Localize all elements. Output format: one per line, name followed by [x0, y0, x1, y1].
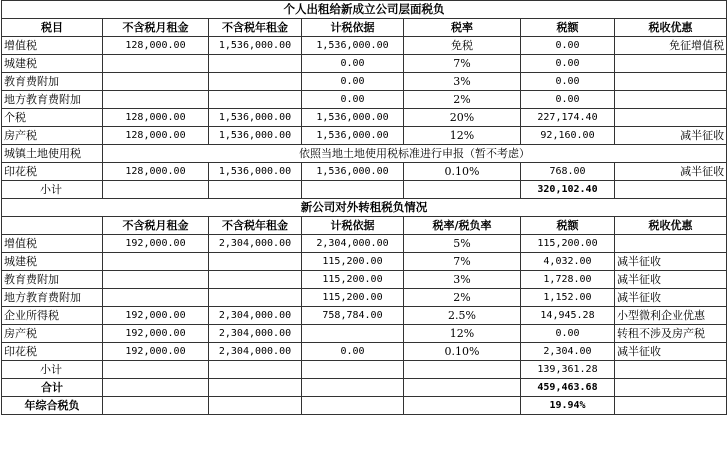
annual-rent-cell: 1,536,000.00 — [209, 127, 302, 145]
subtotal-value: 139,361.28 — [521, 361, 615, 379]
tax-item-cell: 印花税 — [2, 163, 103, 181]
tax-rate-header: 税率 — [404, 19, 521, 37]
tax-item-cell: 印花税 — [2, 343, 103, 361]
section-title: 个人出租给新成立公司层面税负 — [2, 1, 727, 19]
tax-incentive-cell: 减半征收 — [615, 271, 727, 289]
tax-rate-cell: 2% — [404, 91, 521, 109]
monthly-rent-cell: 192,000.00 — [103, 343, 209, 361]
tax-basis-header: 计税依据 — [302, 19, 404, 37]
tax-rate-cell: 0.10% — [404, 343, 521, 361]
tax-item-cell: 教育费附加 — [2, 271, 103, 289]
tax-rate-cell: 20% — [404, 109, 521, 127]
tax-incentive-cell — [615, 235, 727, 253]
monthly-rent-cell: 192,000.00 — [103, 235, 209, 253]
tax-basis-cell: 758,784.00 — [302, 307, 404, 325]
tax-basis-cell: 0.00 — [302, 91, 404, 109]
table-row — [2, 253, 727, 271]
tax-incentive-cell — [615, 109, 727, 127]
empty-cell — [404, 361, 521, 379]
tax-rate-cell: 5% — [404, 235, 521, 253]
tax-basis-cell: 1,536,000.00 — [302, 163, 404, 181]
annual-rent-header: 不含税年租金 — [209, 19, 302, 37]
tax-item-cell: 企业所得税 — [2, 307, 103, 325]
tax-amount-cell: 1,728.00 — [521, 271, 615, 289]
tax-item-cell: 教育费附加 — [2, 73, 103, 91]
subtotal-label: 小计 — [2, 361, 103, 379]
tax-amount-cell: 4,032.00 — [521, 253, 615, 271]
tax-item-cell: 城建税 — [2, 55, 103, 73]
annual-rent-cell: 1,536,000.00 — [209, 163, 302, 181]
empty-cell — [404, 397, 521, 415]
monthly-rent-header: 不含税月租金 — [103, 217, 209, 235]
tax-item-cell: 房产税 — [2, 127, 103, 145]
monthly-rent-cell: 128,000.00 — [103, 109, 209, 127]
tax-basis-cell: 115,200.00 — [302, 289, 404, 307]
tax-incentive-cell: 转租不涉及房产税 — [615, 325, 727, 343]
monthly-rent-cell — [103, 253, 209, 271]
monthly-rent-cell: 128,000.00 — [103, 163, 209, 181]
tax-rate-cell: 12% — [404, 325, 521, 343]
tax-rate-cell: 3% — [404, 73, 521, 91]
tax-basis-cell — [302, 325, 404, 343]
empty-cell — [302, 181, 404, 199]
monthly-rent-cell: 192,000.00 — [103, 307, 209, 325]
table-row — [2, 73, 727, 91]
tax-amount-cell: 227,174.40 — [521, 109, 615, 127]
tax-rate-cell: 2% — [404, 289, 521, 307]
tax-incentive-cell — [615, 73, 727, 91]
header-row — [2, 217, 727, 235]
tax-amount-cell: 0.00 — [521, 73, 615, 91]
annual-rate-value: 19.94% — [521, 397, 615, 415]
tax-rate-cell: 7% — [404, 55, 521, 73]
annual-rent-cell: 2,304,000.00 — [209, 235, 302, 253]
empty-cell — [615, 397, 727, 415]
tax-basis-cell: 115,200.00 — [302, 253, 404, 271]
tax-amount-cell: 0.00 — [521, 37, 615, 55]
table-row — [2, 325, 727, 343]
tax-incentive-cell: 减半征收 — [615, 343, 727, 361]
annual-rent-cell: 1,536,000.00 — [209, 37, 302, 55]
tax-incentive-cell: 减半征收 — [615, 163, 727, 181]
tax-basis-cell: 1,536,000.00 — [302, 109, 404, 127]
table-row — [2, 91, 727, 109]
tax-amount-cell: 768.00 — [521, 163, 615, 181]
tax-rate-cell: 免税 — [404, 37, 521, 55]
empty-cell — [103, 379, 209, 397]
tax-incentive-header: 税收优惠 — [615, 217, 727, 235]
empty-cell — [404, 181, 521, 199]
tax-amount-cell: 2,304.00 — [521, 343, 615, 361]
empty-cell — [209, 361, 302, 379]
monthly-rent-cell — [103, 55, 209, 73]
total-value: 459,463.68 — [521, 379, 615, 397]
annual-rent-cell — [209, 271, 302, 289]
tax-basis-cell: 0.00 — [302, 73, 404, 91]
monthly-rent-cell: 128,000.00 — [103, 37, 209, 55]
annual-rent-cell: 2,304,000.00 — [209, 325, 302, 343]
tax-amount-cell: 14,945.28 — [521, 307, 615, 325]
tax-burden-table — [1, 0, 727, 415]
tax-incentive-cell: 减半征收 — [615, 127, 727, 145]
section-title: 新公司对外转租税负情况 — [2, 199, 727, 217]
tax-amount-header: 税额 — [521, 19, 615, 37]
table-row — [2, 55, 727, 73]
table-row — [2, 307, 727, 325]
annual-rent-cell — [209, 253, 302, 271]
tax-basis-header: 计税依据 — [302, 217, 404, 235]
tax-item-cell: 城建税 — [2, 253, 103, 271]
empty-cell — [209, 379, 302, 397]
tax-rate-header: 税率/税负率 — [404, 217, 521, 235]
tax-basis-cell: 1,536,000.00 — [302, 37, 404, 55]
empty-cell — [404, 379, 521, 397]
annual-rate-label: 年综合税负 — [2, 397, 103, 415]
table-row — [2, 163, 727, 181]
tax-basis-cell: 1,536,000.00 — [302, 127, 404, 145]
annual-rent-cell — [209, 289, 302, 307]
annual-rent-cell — [209, 91, 302, 109]
empty-cell — [103, 361, 209, 379]
tax-item-header — [2, 217, 103, 235]
section-title-row — [2, 199, 727, 217]
empty-cell — [103, 181, 209, 199]
annual-rent-header: 不含税年租金 — [209, 217, 302, 235]
tax-amount-cell: 92,160.00 — [521, 127, 615, 145]
tax-item-cell: 房产税 — [2, 325, 103, 343]
tax-rate-cell: 0.10% — [404, 163, 521, 181]
table-row — [2, 127, 727, 145]
tax-incentive-cell: 减半征收 — [615, 253, 727, 271]
tax-item-cell: 个税 — [2, 109, 103, 127]
monthly-rent-cell: 128,000.00 — [103, 127, 209, 145]
tax-incentive-cell — [615, 55, 727, 73]
tax-amount-cell: 1,152.00 — [521, 289, 615, 307]
tax-incentive-cell: 减半征收 — [615, 289, 727, 307]
tax-amount-cell: 0.00 — [521, 55, 615, 73]
tax-item-cell: 地方教育费附加 — [2, 289, 103, 307]
tax-amount-cell: 0.00 — [521, 91, 615, 109]
annual-rent-cell: 2,304,000.00 — [209, 343, 302, 361]
empty-cell — [209, 397, 302, 415]
tax-rate-cell: 12% — [404, 127, 521, 145]
tax-item-cell: 地方教育费附加 — [2, 91, 103, 109]
tax-basis-cell: 115,200.00 — [302, 271, 404, 289]
subtotal-value: 320,102.40 — [521, 181, 615, 199]
table-row — [2, 235, 727, 253]
monthly-rent-cell — [103, 289, 209, 307]
table-row — [2, 271, 727, 289]
annual-rent-cell: 1,536,000.00 — [209, 109, 302, 127]
tax-basis-cell: 2,304,000.00 — [302, 235, 404, 253]
table-row — [2, 343, 727, 361]
table-row — [2, 37, 727, 55]
table-row — [2, 289, 727, 307]
tax-basis-cell: 0.00 — [302, 55, 404, 73]
monthly-rent-cell — [103, 91, 209, 109]
section-title-row — [2, 1, 727, 19]
empty-cell — [302, 379, 404, 397]
tax-item-header: 税目 — [2, 19, 103, 37]
tax-amount-header: 税额 — [521, 217, 615, 235]
tax-item-cell: 增值税 — [2, 235, 103, 253]
tax-basis-cell: 0.00 — [302, 343, 404, 361]
subtotal-row — [2, 361, 727, 379]
land-tax-row — [2, 145, 727, 163]
tax-rate-cell: 2.5% — [404, 307, 521, 325]
empty-cell — [302, 361, 404, 379]
total-label: 合计 — [2, 379, 103, 397]
empty-cell — [302, 397, 404, 415]
empty-cell — [615, 181, 727, 199]
tax-incentive-cell — [615, 91, 727, 109]
monthly-rent-header: 不含税月租金 — [103, 19, 209, 37]
empty-cell — [209, 181, 302, 199]
tax-item-cell: 城镇土地使用税 — [2, 145, 103, 163]
monthly-rent-cell — [103, 271, 209, 289]
annual-rent-cell: 2,304,000.00 — [209, 307, 302, 325]
tax-incentive-cell: 小型微利企业优惠 — [615, 307, 727, 325]
monthly-rent-cell: 192,000.00 — [103, 325, 209, 343]
tax-amount-cell: 115,200.00 — [521, 235, 615, 253]
table-row — [2, 109, 727, 127]
tax-amount-cell: 0.00 — [521, 325, 615, 343]
subtotal-label: 小计 — [2, 181, 103, 199]
annual-rent-cell — [209, 73, 302, 91]
total-row — [2, 379, 727, 397]
land-tax-note: 依照当地土地使用税标准进行申报（暂不考虑） — [103, 145, 727, 163]
subtotal-row — [2, 181, 727, 199]
annual-rate-row — [2, 397, 727, 415]
tax-item-cell: 增值税 — [2, 37, 103, 55]
empty-cell — [615, 379, 727, 397]
tax-incentive-cell: 免征增值税 — [615, 37, 727, 55]
tax-incentive-header: 税收优惠 — [615, 19, 727, 37]
header-row — [2, 19, 727, 37]
empty-cell — [615, 361, 727, 379]
empty-cell — [103, 397, 209, 415]
tax-rate-cell: 7% — [404, 253, 521, 271]
annual-rent-cell — [209, 55, 302, 73]
tax-rate-cell: 3% — [404, 271, 521, 289]
monthly-rent-cell — [103, 73, 209, 91]
